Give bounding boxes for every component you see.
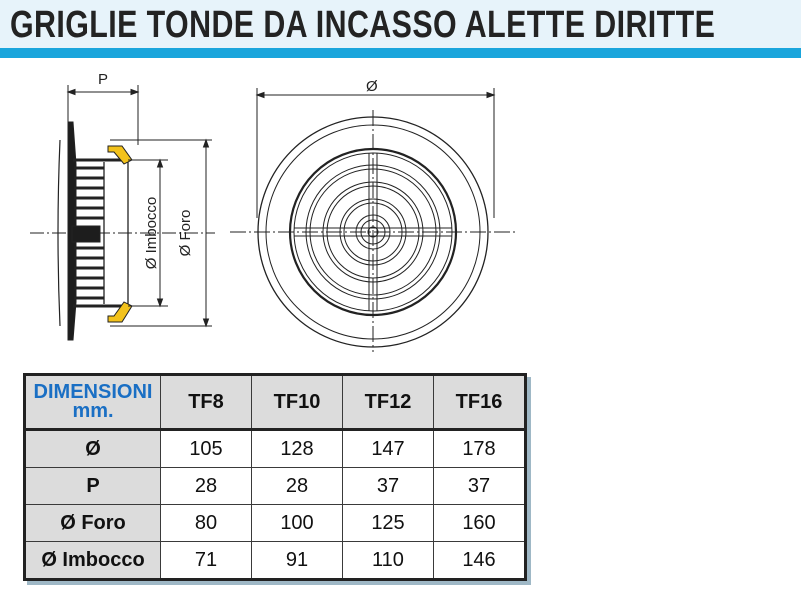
table-cell: 71 xyxy=(161,542,252,580)
corner-line2: mm. xyxy=(72,400,114,422)
table-corner-header xyxy=(25,375,161,430)
table-cell: 28 xyxy=(252,468,343,505)
table-cell: 146 xyxy=(434,542,526,580)
col-header-tf12: TF12 xyxy=(343,375,434,430)
row-label-diameter: Ø xyxy=(25,430,161,468)
table-cell: 147 xyxy=(343,430,434,468)
table-cell: 125 xyxy=(343,505,434,542)
row-label-p: P xyxy=(25,468,161,505)
dimensions-table xyxy=(23,373,527,581)
label-p: P xyxy=(98,71,109,88)
table-cell: 37 xyxy=(434,468,526,505)
row-label-foro: Ø Foro xyxy=(25,505,161,542)
table-cell: 28 xyxy=(161,468,252,505)
technical-drawing xyxy=(0,60,801,360)
label-diameter: Ø xyxy=(366,78,378,95)
table-row xyxy=(25,430,526,468)
col-header-tf16: TF16 xyxy=(434,375,526,430)
row-label-imbocco: Ø Imbocco xyxy=(25,542,161,580)
col-header-tf8: TF8 xyxy=(161,375,252,430)
front-view xyxy=(230,88,515,352)
corner-line1: DIMENSIONI xyxy=(33,381,153,403)
table-row xyxy=(25,505,526,542)
label-foro: Ø Foro xyxy=(177,209,194,257)
table-cell: 160 xyxy=(434,505,526,542)
table-cell: 105 xyxy=(161,430,252,468)
table-row xyxy=(25,468,526,505)
col-header-tf10: TF10 xyxy=(252,375,343,430)
label-imbocco: Ø Imbocco xyxy=(143,196,160,270)
table-cell: 80 xyxy=(161,505,252,542)
table-cell: 178 xyxy=(434,430,526,468)
table-cell: 110 xyxy=(343,542,434,580)
table-cell: 91 xyxy=(252,542,343,580)
table-cell: 128 xyxy=(252,430,343,468)
table-cell: 37 xyxy=(343,468,434,505)
page-title: GRIGLIE TONDE DA INCASSO ALETTE DIRITTE xyxy=(10,4,716,46)
table-cell: 100 xyxy=(252,505,343,542)
header-accent-bar xyxy=(0,48,801,58)
table-row xyxy=(25,542,526,580)
table-header-row xyxy=(25,375,526,430)
